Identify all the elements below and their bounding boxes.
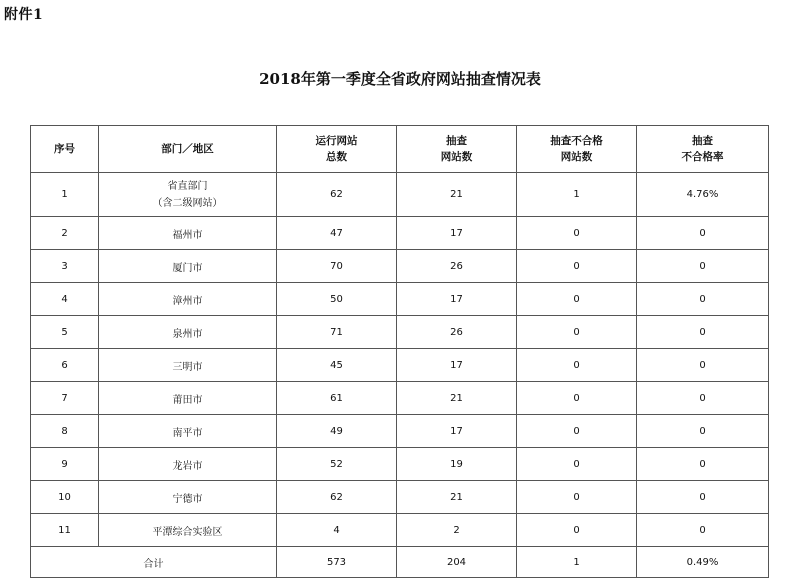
- cell-checked-sites: 26: [397, 250, 517, 283]
- header-line: 不合格率: [681, 151, 724, 163]
- cell-failed-sites: 0: [517, 514, 637, 547]
- cell-fail-rate: 0: [637, 217, 769, 250]
- total-fail-rate: 0.49%: [637, 547, 769, 578]
- cell-region: 漳州市: [99, 283, 277, 316]
- cell-total-sites: 70: [277, 250, 397, 283]
- table-row: [31, 481, 769, 514]
- region-note: （含二级网站）: [152, 197, 223, 209]
- cell-checked-sites: 17: [397, 415, 517, 448]
- table-row: [31, 250, 769, 283]
- table-body: [31, 173, 769, 547]
- header-line: 总数: [326, 151, 347, 163]
- cell-failed-sites: 0: [517, 415, 637, 448]
- header-line: 网站数: [560, 151, 593, 163]
- table-row: [31, 217, 769, 250]
- cell-fail-rate: 0: [637, 349, 769, 382]
- header-line: 部门／地区: [161, 143, 214, 155]
- table-row: [31, 283, 769, 316]
- cell-total-sites: 62: [277, 173, 397, 217]
- header-line: 抽查: [692, 135, 713, 147]
- cell-no: 8: [31, 415, 99, 448]
- cell-no: 9: [31, 448, 99, 481]
- cell-total-sites: 61: [277, 382, 397, 415]
- cell-no: 10: [31, 481, 99, 514]
- cell-region: 平潭综合实验区: [99, 514, 277, 547]
- cell-fail-rate: 0: [637, 316, 769, 349]
- cell-checked-sites: 26: [397, 316, 517, 349]
- cell-region: 厦门市: [99, 250, 277, 283]
- cell-region: 宁德市: [99, 481, 277, 514]
- cell-failed-sites: 0: [517, 283, 637, 316]
- attachment-label: 附件1: [4, 7, 44, 23]
- cell-checked-sites: 17: [397, 217, 517, 250]
- cell-checked-sites: 21: [397, 173, 517, 217]
- total-label: 合计: [31, 547, 277, 578]
- header-line: 运行网站: [315, 135, 358, 147]
- table-row: [31, 173, 769, 217]
- cell-fail-rate: 0: [637, 448, 769, 481]
- document-title: 2018年第一季度全省政府网站抽查情况表: [259, 70, 541, 88]
- table-row: [31, 316, 769, 349]
- cell-total-sites: 4: [277, 514, 397, 547]
- cell-no: 7: [31, 382, 99, 415]
- cell-total-sites: 47: [277, 217, 397, 250]
- cell-total-sites: 52: [277, 448, 397, 481]
- cell-fail-rate: 0: [637, 283, 769, 316]
- table-row: [31, 415, 769, 448]
- header-line: 序号: [54, 143, 75, 155]
- header-no: [31, 126, 99, 173]
- cell-no: 11: [31, 514, 99, 547]
- cell-no: 1: [31, 173, 99, 217]
- header-line: 抽查不合格: [550, 135, 603, 147]
- cell-fail-rate: 0: [637, 514, 769, 547]
- cell-region: 南平市: [99, 415, 277, 448]
- cell-failed-sites: 0: [517, 448, 637, 481]
- cell-failed-sites: 0: [517, 382, 637, 415]
- total-checked: 204: [397, 547, 517, 578]
- cell-total-sites: 62: [277, 481, 397, 514]
- cell-region: [99, 173, 277, 217]
- table-row: [31, 349, 769, 382]
- cell-no: 4: [31, 283, 99, 316]
- header-line: 抽查: [446, 135, 467, 147]
- table-total-row: [31, 547, 769, 578]
- cell-failed-sites: 0: [517, 250, 637, 283]
- cell-no: 5: [31, 316, 99, 349]
- cell-checked-sites: 19: [397, 448, 517, 481]
- table-header-row: [31, 126, 769, 173]
- cell-failed-sites: 0: [517, 481, 637, 514]
- cell-fail-rate: 0: [637, 415, 769, 448]
- cell-fail-rate: 4.76%: [637, 173, 769, 217]
- cell-checked-sites: 21: [397, 481, 517, 514]
- cell-region: 莆田市: [99, 382, 277, 415]
- cell-total-sites: 71: [277, 316, 397, 349]
- table-row: [31, 514, 769, 547]
- total-failed: 1: [517, 547, 637, 578]
- cell-total-sites: 50: [277, 283, 397, 316]
- region-name: 省直部门: [167, 180, 208, 192]
- cell-checked-sites: 21: [397, 382, 517, 415]
- header-region: [99, 126, 277, 173]
- cell-region: 龙岩市: [99, 448, 277, 481]
- cell-no: 3: [31, 250, 99, 283]
- header-total-sites: [277, 126, 397, 173]
- cell-region: 福州市: [99, 217, 277, 250]
- cell-no: 6: [31, 349, 99, 382]
- cell-fail-rate: 0: [637, 250, 769, 283]
- cell-checked-sites: 17: [397, 283, 517, 316]
- header-failed-sites: [517, 126, 637, 173]
- cell-failed-sites: 1: [517, 173, 637, 217]
- cell-failed-sites: 0: [517, 316, 637, 349]
- cell-region: 泉州市: [99, 316, 277, 349]
- cell-checked-sites: 2: [397, 514, 517, 547]
- header-line: 网站数: [440, 151, 473, 163]
- cell-checked-sites: 17: [397, 349, 517, 382]
- inspection-table: [30, 125, 769, 578]
- header-fail-rate: [637, 126, 769, 173]
- cell-fail-rate: 0: [637, 382, 769, 415]
- cell-region: 三明市: [99, 349, 277, 382]
- cell-failed-sites: 0: [517, 217, 637, 250]
- table-row: [31, 448, 769, 481]
- cell-no: 2: [31, 217, 99, 250]
- cell-failed-sites: 0: [517, 349, 637, 382]
- total-sites: 573: [277, 547, 397, 578]
- header-checked-sites: [397, 126, 517, 173]
- cell-total-sites: 45: [277, 349, 397, 382]
- cell-fail-rate: 0: [637, 481, 769, 514]
- cell-total-sites: 49: [277, 415, 397, 448]
- table-row: [31, 382, 769, 415]
